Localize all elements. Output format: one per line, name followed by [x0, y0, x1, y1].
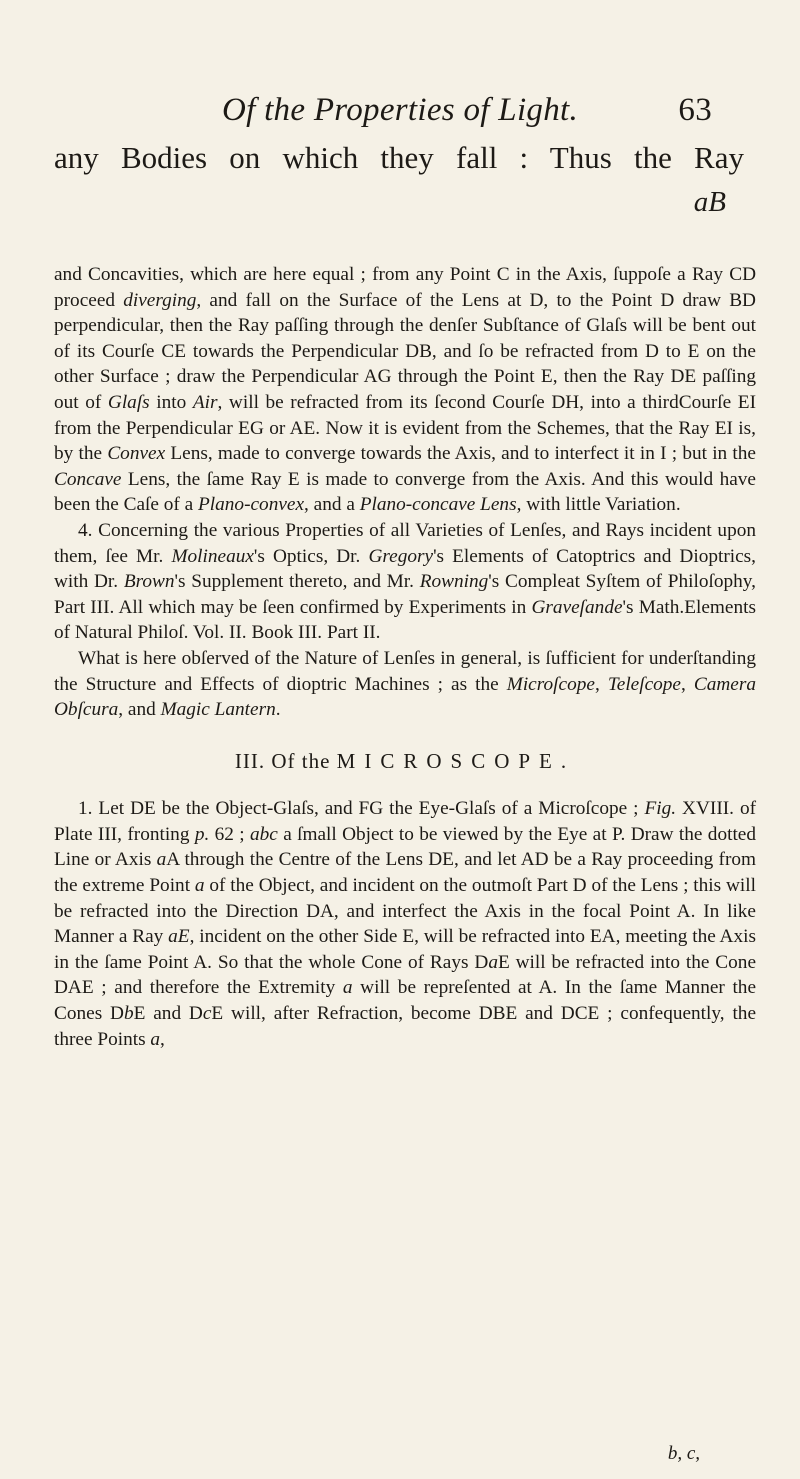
body-text	[54, 262, 756, 1052]
paragraph-lens-concavities: and Concavities, which are here equal ; from any Point C in the Axis, ſuppoſe a Ray CD proceed diverging, and fall on the Surface of the Lens at D, to the Point D draw BD perpendicular, then the Ray paſſing through the denſer Subſtance of Glaſs will be bent out of its Courſe CE towards the Perpendicular DB, and ſo be refracted from D to E on the other Surface ; draw the Perpendicular AG through the Point E, then the Ray DE paſſing out of Glaſs into Air, will be refracted from its ſecond Courſe DH, into a thirdCourſe EI from the Perpendicular EG or AE. Now it is evident from the Schemes, that the Ray EI is, by the Convex Lens, made to converge towards the Axis, and to interfect it in I ; but in the Concave Lens, the ſame Ray E is made to converge from the Axis. And this would have been the Caſe of a Plano-convex, and a Plano-concave Lens, with little Variation.	[54, 264, 757, 516]
page-number: 63	[678, 92, 712, 128]
section-heading: III. Of the MICROSCOPE.	[234, 748, 576, 773]
catchword: aB	[693, 186, 726, 218]
signature-line: b, c,	[667, 1443, 700, 1464]
running-head	[0, 92, 800, 129]
paragraph-dioptric-machines: What is here obſerved of the Nature of Lenſes in general, is ſufficient for underſtanding the Structure and Effects of dioptric Machines ; as the Microſcope, Teleſcope, Camera Obſcura, and Magic Lantern.	[54, 647, 757, 721]
carry-over-line: any Bodies on which they fall : Thus the Ray	[54, 140, 744, 175]
paragraph-references: 4. Concerning the various Properties of all Varieties of Lenſes, and Rays incident upon them, ſee Mr. Molineaux's Optics, Dr. Gregory's Elements of Catoptrics and Dioptrics, with Dr. Brown's Supplement thereto, and Mr. Rowning's Compleat Syſtem of Philoſophy, Part III. All which may be ſeen confirmed by Experiments in Graveſande's Math.Elements of Natural Philoſ. Vol. II. Book III. Part II.	[54, 519, 757, 644]
paragraph-microscope: 1. Let DE be the Object-Glaſs, and FG the Eye-Glaſs of a Microſcope ; Fig. XVIII. of Plate III, fronting p. 62 ; abc a ſmall Object to be viewed by the Eye at P. Draw the dotted Line or Axis aA through the Centre of the Lens DE, and let AD be a Ray proceeding from the extreme Point a of the Object, and incident on the outmoſt Part D of the Lens ; this will be refracted into the Direction DA, and interfect the Axis in the focal Point A. In like Manner a Ray aE, incident on the other Side E, will be refracted into EA, meeting the Axis in the ſame Point A. So that the whole Cone of Rays DaE will be refracted into the Cone DAE ; and therefore the Extremity a will be repreſented at A. In the ſame Manner the Cones DbE and DcE will, after Refraction, become DBE and DCE ; confequently, the three Points a,	[54, 798, 757, 1050]
running-title: Of the Properties of Light.	[221, 92, 579, 128]
